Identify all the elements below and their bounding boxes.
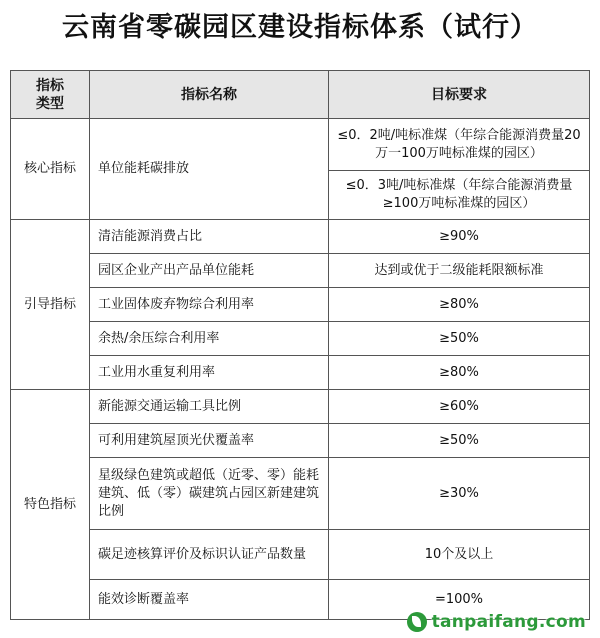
header-name: 指标名称 [90, 71, 329, 119]
table-row [11, 119, 590, 171]
requirement-cell: ≥30% [329, 458, 590, 530]
indicator-name: 单位能耗碳排放 [90, 119, 329, 220]
table-row [11, 220, 590, 254]
indicator-name: 可利用建筑屋顶光伏覆盖率 [90, 424, 329, 458]
requirement-cell: ≥90% [329, 220, 590, 254]
table-row [11, 322, 590, 356]
table-row [11, 424, 590, 458]
category-cell-core: 核心指标 [11, 119, 90, 220]
indicator-name: 星级绿色建筑或超低（近零、零）能耗建筑、低（零）碳建筑占园区新建建筑比例 [90, 458, 329, 530]
requirement-cell: ≤0．3吨/吨标准煤（年综合能源消费量≥100万吨标准煤的园区） [329, 171, 590, 220]
indicator-name: 能效诊断覆盖率 [90, 580, 329, 620]
indicator-name: 碳足迹核算评价及标识认证产品数量 [90, 530, 329, 580]
header-requirement: 目标要求 [329, 71, 590, 119]
table-row [11, 254, 590, 288]
requirement-cell: 达到或优于二级能耗限额标准 [329, 254, 590, 288]
indicator-table [10, 70, 590, 620]
category-cell-special: 特色指标 [11, 390, 90, 620]
indicator-name: 工业固体废弃物综合利用率 [90, 288, 329, 322]
indicator-name: 工业用水重复利用率 [90, 356, 329, 390]
leaf-icon [407, 612, 427, 632]
requirement-cell: ≥80% [329, 356, 590, 390]
table-row [11, 356, 590, 390]
table-row [11, 530, 590, 580]
requirement-cell: ≥80% [329, 288, 590, 322]
table-header-row [11, 71, 590, 119]
requirement-cell: ≥50% [329, 322, 590, 356]
requirement-cell: 10个及以上 [329, 530, 590, 580]
requirement-cell: ≤0．2吨/吨标准煤（年综合能源消费量20万一100万吨标准煤的园区） [329, 119, 590, 171]
indicator-name: 余热/余压综合利用率 [90, 322, 329, 356]
table-row [11, 458, 590, 530]
indicator-name: 园区企业产出产品单位能耗 [90, 254, 329, 288]
table-row [11, 390, 590, 424]
table-row [11, 288, 590, 322]
requirement-cell: ≥50% [329, 424, 590, 458]
category-cell-guide: 引导指标 [11, 220, 90, 390]
header-category: 指标 类型 [11, 71, 90, 119]
watermark-text: tanpaifang.com [431, 612, 586, 632]
page-title: 云南省零碳园区建设指标体系（试行） [62, 12, 538, 43]
requirement-cell: ≥60% [329, 390, 590, 424]
requirement-cell: =100% [329, 580, 590, 620]
watermark [407, 612, 586, 632]
indicator-name: 新能源交通运输工具比例 [90, 390, 329, 424]
indicator-name: 清洁能源消费占比 [90, 220, 329, 254]
